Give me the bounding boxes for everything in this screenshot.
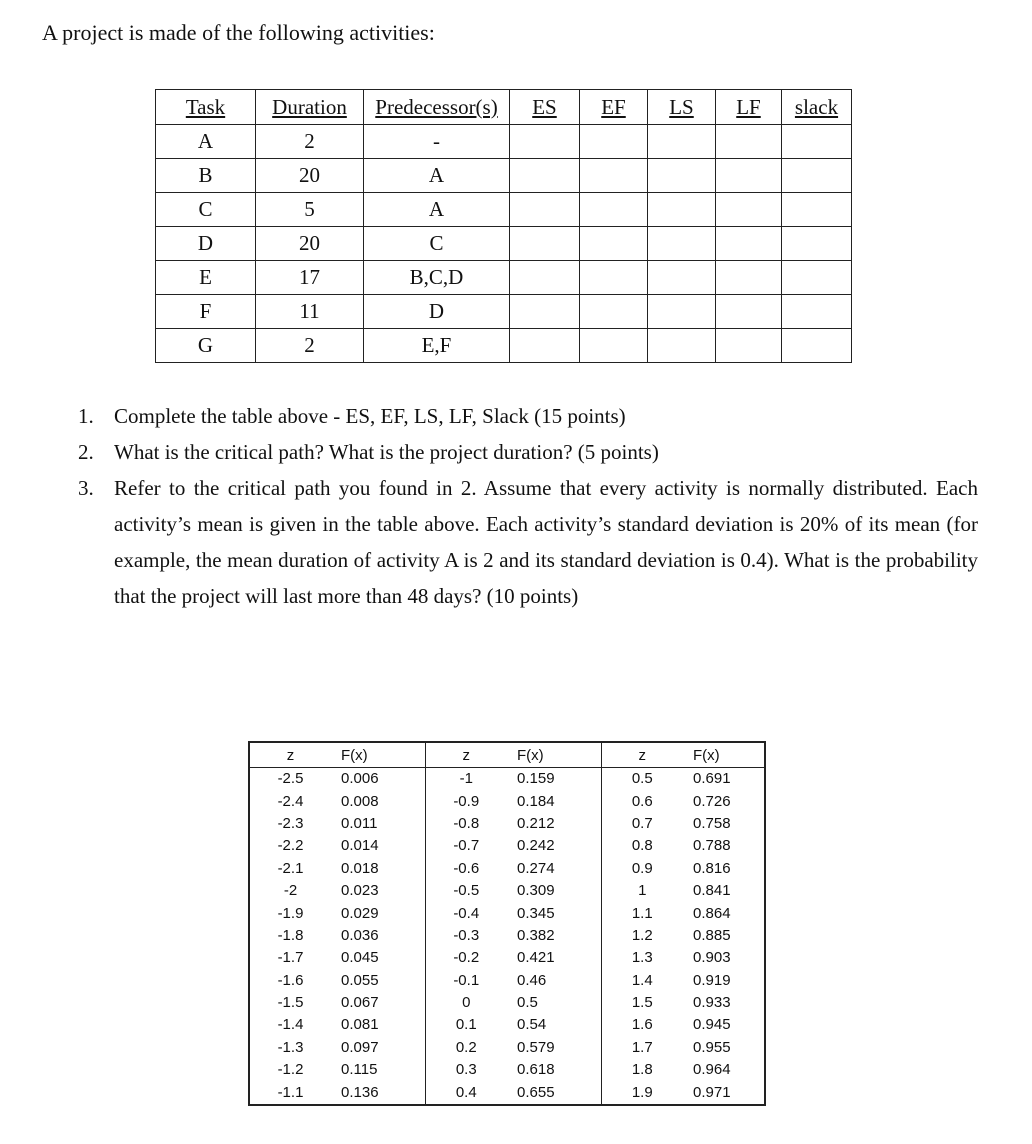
z-value-cell: -0.7: [425, 835, 507, 857]
column-header: F(x): [507, 742, 601, 768]
column-header: F(x): [683, 742, 765, 768]
answer-cell: [648, 159, 716, 193]
z-value-cell: -1.1: [277, 1083, 304, 1101]
answer-cell: [510, 159, 580, 193]
z-table-row: [249, 1014, 765, 1036]
table-cell: C: [364, 227, 510, 261]
z-value-cell: 0.3: [425, 1059, 507, 1081]
z-value-cell: 0.9: [601, 858, 683, 880]
fx-value-cell: 0.309: [517, 882, 555, 900]
fx-value-cell: 0.655: [517, 1083, 555, 1101]
z-value-cell: -1.7: [277, 949, 304, 967]
fx-value-cell: 0.014: [341, 837, 379, 855]
z-value-cell: 1.8: [601, 1059, 683, 1081]
answer-cell: [648, 295, 716, 329]
fx-value-cell: 0.184: [517, 792, 555, 810]
z-table-row: [249, 813, 765, 835]
column-header: ES: [510, 90, 580, 125]
question-item: [78, 398, 978, 434]
fx-value-cell: 0.54: [517, 1016, 547, 1034]
z-value-cell: 0.8: [601, 835, 683, 857]
answer-cell: [580, 125, 648, 159]
z-table-row: [249, 1081, 765, 1104]
fx-value-cell: 0.023: [341, 882, 379, 900]
column-header: LS: [648, 90, 716, 125]
z-table-row: [249, 925, 765, 947]
fx-value-cell: 0.242: [517, 837, 555, 855]
answer-cell: [648, 329, 716, 363]
z-table-row: [249, 790, 765, 812]
fx-value-cell: 0.5: [517, 994, 538, 1012]
z-value-cell: -1: [425, 768, 507, 791]
z-value-cell: 1.3: [601, 947, 683, 969]
fx-value-cell: 0.212: [517, 814, 555, 832]
z-value-cell: 1: [601, 880, 683, 902]
z-value-cell: 1.5: [601, 992, 683, 1014]
fx-value-cell: 0.971: [693, 1083, 731, 1101]
table-cell: A: [364, 193, 510, 227]
fx-value-cell: 0.964: [693, 1061, 731, 1079]
table-cell: F: [156, 295, 256, 329]
intro-text: A project is made of the following activities:: [42, 20, 435, 45]
answer-cell: [782, 329, 852, 363]
z-table-row: [249, 880, 765, 902]
answer-cell: [716, 261, 782, 295]
fx-value-cell: 0.955: [693, 1038, 731, 1056]
z-table: [248, 741, 766, 1106]
table-cell: B,C,D: [364, 261, 510, 295]
table-cell: E: [156, 261, 256, 295]
fx-value-cell: 0.097: [341, 1038, 379, 1056]
fx-value-cell: 0.011: [341, 814, 378, 832]
answer-cell: [510, 295, 580, 329]
fx-value-cell: 0.382: [517, 926, 555, 944]
answer-cell: [782, 159, 852, 193]
fx-value-cell: 0.841: [693, 882, 731, 900]
answer-cell: [580, 227, 648, 261]
answer-cell: [648, 193, 716, 227]
fx-value-cell: 0.691: [693, 770, 731, 788]
z-table-row: [249, 1059, 765, 1081]
answer-cell: [782, 125, 852, 159]
column-header: Duration: [256, 90, 364, 125]
answer-cell: [782, 227, 852, 261]
table-cell: 5: [256, 193, 364, 227]
column-header: slack: [782, 90, 852, 125]
z-value-cell: 1.7: [601, 1037, 683, 1059]
answer-cell: [716, 329, 782, 363]
z-value-cell: -0.6: [425, 858, 507, 880]
fx-value-cell: 0.159: [517, 770, 555, 788]
z-value-cell: -1.9: [277, 904, 304, 922]
column-header: Predecessor(s): [364, 90, 510, 125]
z-value-cell: -0.4: [425, 902, 507, 924]
answer-cell: [716, 193, 782, 227]
table-cell: A: [364, 159, 510, 193]
z-value-cell: 1.9: [601, 1081, 683, 1104]
z-table-row: [249, 835, 765, 857]
answer-cell: [580, 329, 648, 363]
z-value-cell: -0.5: [425, 880, 507, 902]
z-value-cell: 0.7: [601, 813, 683, 835]
fx-value-cell: 0.945: [693, 1016, 731, 1034]
fx-value-cell: 0.067: [341, 994, 379, 1012]
table-cell: 2: [256, 329, 364, 363]
answer-cell: [510, 329, 580, 363]
answer-cell: [510, 227, 580, 261]
table-row: [156, 159, 852, 193]
z-value-cell: 0.5: [601, 768, 683, 791]
answer-cell: [648, 125, 716, 159]
fx-value-cell: 0.788: [693, 837, 731, 855]
question-text: Complete the table above - ES, EF, LS, LF, Slack (15 points): [114, 404, 626, 428]
z-table-row: [249, 1037, 765, 1059]
z-value-cell: 1.6: [601, 1014, 683, 1036]
answer-cell: [580, 193, 648, 227]
z-value-cell: -2.2: [277, 837, 304, 855]
table-cell: 11: [256, 295, 364, 329]
z-value-cell: 1.4: [601, 970, 683, 992]
answer-cell: [782, 261, 852, 295]
z-value-cell: -0.9: [425, 790, 507, 812]
z-table-header: [249, 742, 765, 768]
table-cell: B: [156, 159, 256, 193]
fx-value-cell: 0.758: [693, 814, 731, 832]
table-cell: -: [364, 125, 510, 159]
table-cell: G: [156, 329, 256, 363]
table-row: [156, 227, 852, 261]
table-cell: 20: [256, 227, 364, 261]
fx-value-cell: 0.919: [693, 971, 731, 989]
table-cell: 2: [256, 125, 364, 159]
z-value-cell: -0.3: [425, 925, 507, 947]
fx-value-cell: 0.045: [341, 949, 379, 967]
question-number: 3.: [78, 476, 94, 500]
question-number: 2.: [78, 440, 94, 464]
table-cell: 20: [256, 159, 364, 193]
fx-value-cell: 0.345: [517, 904, 555, 922]
answer-cell: [580, 261, 648, 295]
table-row: [156, 193, 852, 227]
z-value-cell: 0.2: [425, 1037, 507, 1059]
z-value-cell: -1.2: [277, 1061, 304, 1079]
answer-cell: [510, 125, 580, 159]
z-table-row: [249, 902, 765, 924]
fx-value-cell: 0.46: [517, 971, 547, 989]
fx-value-cell: 0.008: [341, 792, 379, 810]
z-value-cell: -1.6: [277, 971, 304, 989]
z-value-cell: -2: [283, 882, 298, 900]
table-row: [156, 295, 852, 329]
table-cell: C: [156, 193, 256, 227]
z-value-cell: -1.3: [277, 1038, 304, 1056]
fx-value-cell: 0.036: [341, 926, 379, 944]
fx-value-cell: 0.081: [341, 1016, 379, 1034]
answer-cell: [782, 193, 852, 227]
z-value-cell: 1.2: [601, 925, 683, 947]
column-header: z: [249, 742, 331, 768]
z-value-cell: -2.1: [277, 859, 304, 877]
activity-table-header: [156, 90, 852, 125]
z-value-cell: 0.1: [425, 1014, 507, 1036]
column-header: F(x): [331, 742, 425, 768]
fx-value-cell: 0.933: [693, 994, 731, 1012]
fx-value-cell: 0.864: [693, 904, 731, 922]
fx-value-cell: 0.006: [341, 770, 379, 788]
z-table-row: [249, 858, 765, 880]
fx-value-cell: 0.885: [693, 926, 731, 944]
answer-cell: [716, 227, 782, 261]
answer-cell: [716, 125, 782, 159]
z-table-row: [249, 947, 765, 969]
z-value-cell: -0.8: [425, 813, 507, 835]
fx-value-cell: 0.816: [693, 859, 731, 877]
table-cell: 17: [256, 261, 364, 295]
table-row: [156, 329, 852, 363]
answer-cell: [648, 227, 716, 261]
question-list: [78, 398, 978, 614]
question-number: 1.: [78, 404, 94, 428]
fx-value-cell: 0.055: [341, 971, 379, 989]
column-header: EF: [580, 90, 648, 125]
answer-cell: [648, 261, 716, 295]
z-value-cell: 0.6: [601, 790, 683, 812]
z-value-cell: -0.2: [425, 947, 507, 969]
answer-cell: [510, 261, 580, 295]
question-text: Refer to the critical path you found in 2. Assume that every activity is normally distributed. Each activity’s mean is given in the table above. Each activity’s standard deviation is 20% of its mean (for example, the mean duration of activity A is 2 and its standard deviation is 0.4). What is the probability that the project will last more than 48 days? (10 points): [114, 476, 978, 608]
z-value-cell: -1.4: [277, 1016, 304, 1034]
z-value-cell: -2.5: [277, 770, 304, 788]
answer-cell: [580, 295, 648, 329]
z-value-cell: 1.1: [601, 902, 683, 924]
column-header: z: [601, 742, 683, 768]
question-text: What is the critical path? What is the project duration? (5 points): [114, 440, 659, 464]
answer-cell: [716, 295, 782, 329]
z-table-row: [249, 992, 765, 1014]
fx-value-cell: 0.579: [517, 1038, 555, 1056]
z-value-cell: 0: [425, 992, 507, 1014]
z-value-cell: -0.1: [425, 970, 507, 992]
fx-value-cell: 0.274: [517, 859, 555, 877]
fx-value-cell: 0.018: [341, 859, 379, 877]
fx-value-cell: 0.115: [341, 1061, 378, 1079]
answer-cell: [782, 295, 852, 329]
fx-value-cell: 0.136: [341, 1083, 379, 1101]
column-header: LF: [716, 90, 782, 125]
z-value-cell: -1.8: [277, 926, 304, 944]
column-header: Task: [156, 90, 256, 125]
z-value-cell: -1.5: [277, 994, 304, 1012]
table-row: [156, 261, 852, 295]
fx-value-cell: 0.726: [693, 792, 731, 810]
fx-value-cell: 0.421: [517, 949, 555, 967]
table-cell: D: [156, 227, 256, 261]
table-cell: D: [364, 295, 510, 329]
table-row: [156, 125, 852, 159]
fx-value-cell: 0.618: [517, 1061, 555, 1079]
column-header: z: [425, 742, 507, 768]
z-value-cell: 0.4: [425, 1081, 507, 1104]
fx-value-cell: 0.029: [341, 904, 379, 922]
activity-table: [155, 89, 852, 363]
z-value-cell: -2.4: [277, 792, 304, 810]
table-cell: A: [156, 125, 256, 159]
z-table-row: [249, 768, 765, 791]
z-value-cell: -2.3: [277, 814, 304, 832]
answer-cell: [580, 159, 648, 193]
answer-cell: [716, 159, 782, 193]
question-item: [78, 434, 978, 470]
table-cell: E,F: [364, 329, 510, 363]
answer-cell: [510, 193, 580, 227]
fx-value-cell: 0.903: [693, 949, 731, 967]
z-table-row: [249, 970, 765, 992]
question-item: [78, 470, 978, 614]
